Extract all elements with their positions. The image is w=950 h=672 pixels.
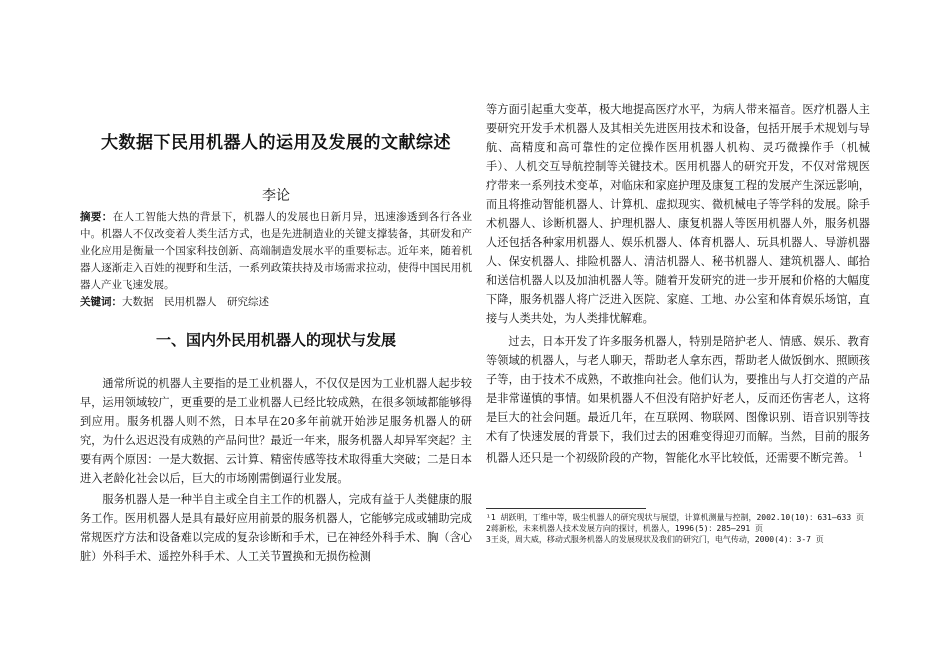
abstract [80,209,472,294]
paragraph-text: 过去，日本开发了许多服务机器人，特别是陪护老人、情感、娱乐、教育等领域的机器人，与老人聊天，帮助老人拿东西，帮助老人做饭倒水、照顾孩子等，由于技术不成熟，不敢推向社会。他们认为，要推出与人打交道的产品是非常谨慎的事情。如果机器人不但没有陪护好老人，反而还伤害老人，这将是巨大的社会问题。最近几年，在互联网、物联网、图像识别、语音识别等技术有了快速发展的背景下，我们过去的困难变得迎刃而解。当然，目前的服务机器人还只是一个初级阶段的产物，智能化水平比较低，还需要不断完善。 [486,335,870,465]
footnote-rule [486,508,646,509]
keywords-label: 关键词： [80,296,122,308]
body-paragraph: 通常所说的机器人主要指的是工业机器人，不仅仅是因为工业机器人起步较早，运用领域较广，更重要的是工业机器人已经比较成熟，在很多领域都能够得到应用。服务机器人则不然，日本早在20多年前就开始涉足服务机器人的研究，为什么迟迟没有成熟的产品问世？最近一年来，服务机器人却异军突起？主要有两个原因：一是大数据、云计算、精密传感等技术取得重大突破；二是日本进入老龄化社会以后，巨大的市场刚需倒逼行业发展。 [80,377,472,485]
footnotes [486,512,870,545]
footnote-marker: 1 [858,451,863,459]
body-paragraph: 等方面引起重大变革，极大地提高医疗水平，为病人带来福音。医疗机器人主要研究开发手术机器人及其相关先进医用技术和设备，包括开展手术规划与导航、高精度和高可靠性的定位操作医用机器人机构、灵巧微操作手（机械手）、人机交互导航控制等关键技术。医用机器人的研究开发，不仅对常规医疗带来一系列技术变革，对临床和家庭护理及康复工程的发展产生深远影响，而且将推动智能机器人、计算机、虚拟现实、微机械电子等学科的发展。除手术机器人、诊断机器人、护理机器人、康复机器人等医用机器人外，服务机器人还包括各种家用机器人、娱乐机器人、体育机器人、玩具机器人、导游机器人、保安机器人、排险机器人、清洁机器人、秘书机器人、建筑机器人、邮拾和送信机器人以及加油机器人等。随着开发研究的进一步开展和价格的大幅度下降，服务机器人将广泛进入医院、家庭、工地、办公室和体育娱乐场馆，直接与人类共处，为人类排忧解难。 [486,103,870,325]
left-column [80,100,472,566]
abstract-label: 摘要： [80,211,113,223]
abstract-text: 在人工智能大热的背景下，机器人的发展也日新月异，迅速渗透到各行各业中。机器人不仅改变着人类生活方式，也是先进制造业的关键支撑装备，其研发和产业化应用是衡量一个国家科技创新、高端制造发展水平的重要标志。近年来，随着机器人逐渐走入百姓的视野和生活，一系列政策扶持及市场需求拉动，使得中国民用机器人产业飞速发展。 [80,211,473,291]
keywords-text: 大数据 民用机器人 研究综述 [122,296,269,308]
body-paragraph: 服务机器人是一种半自主或全自主工作的机器人，完成有益于人类健康的服务工作。医用机器人是具有最好应用前景的服务机器人，它能够完成或辅助完成常规医疗方法和设备难以完成的复杂诊断和手术，已在神经外科手术、胸（含心脏）外科手术、遥控外科手术、人工关节置换和无损伤检测 [80,493,472,563]
author-name: 李论 [262,188,290,204]
keywords [80,294,472,311]
footnote: 2蒋新松，未来机器人技术发展方向的探讨，机器人，1996(5)：285—291 页 [486,524,764,533]
footnote: ¹1 胡跃明，丁维中等，吸尘机器人的研究现状与展望，计算机测量与控制，2002.10(10)：631—633 页 [486,513,864,522]
paper-title: 大数据下民用机器人的运用及发展的文献综述 [101,133,451,153]
right-column [486,100,870,468]
body-paragraph [486,332,870,468]
section-heading: 一、国内外民用机器人的现状与发展 [155,331,396,349]
footnote: 3王炎，周大威，移动式服务机器人的发展现状及我们的研究门，电气传动，2000(4)：3-7 页 [486,535,824,544]
